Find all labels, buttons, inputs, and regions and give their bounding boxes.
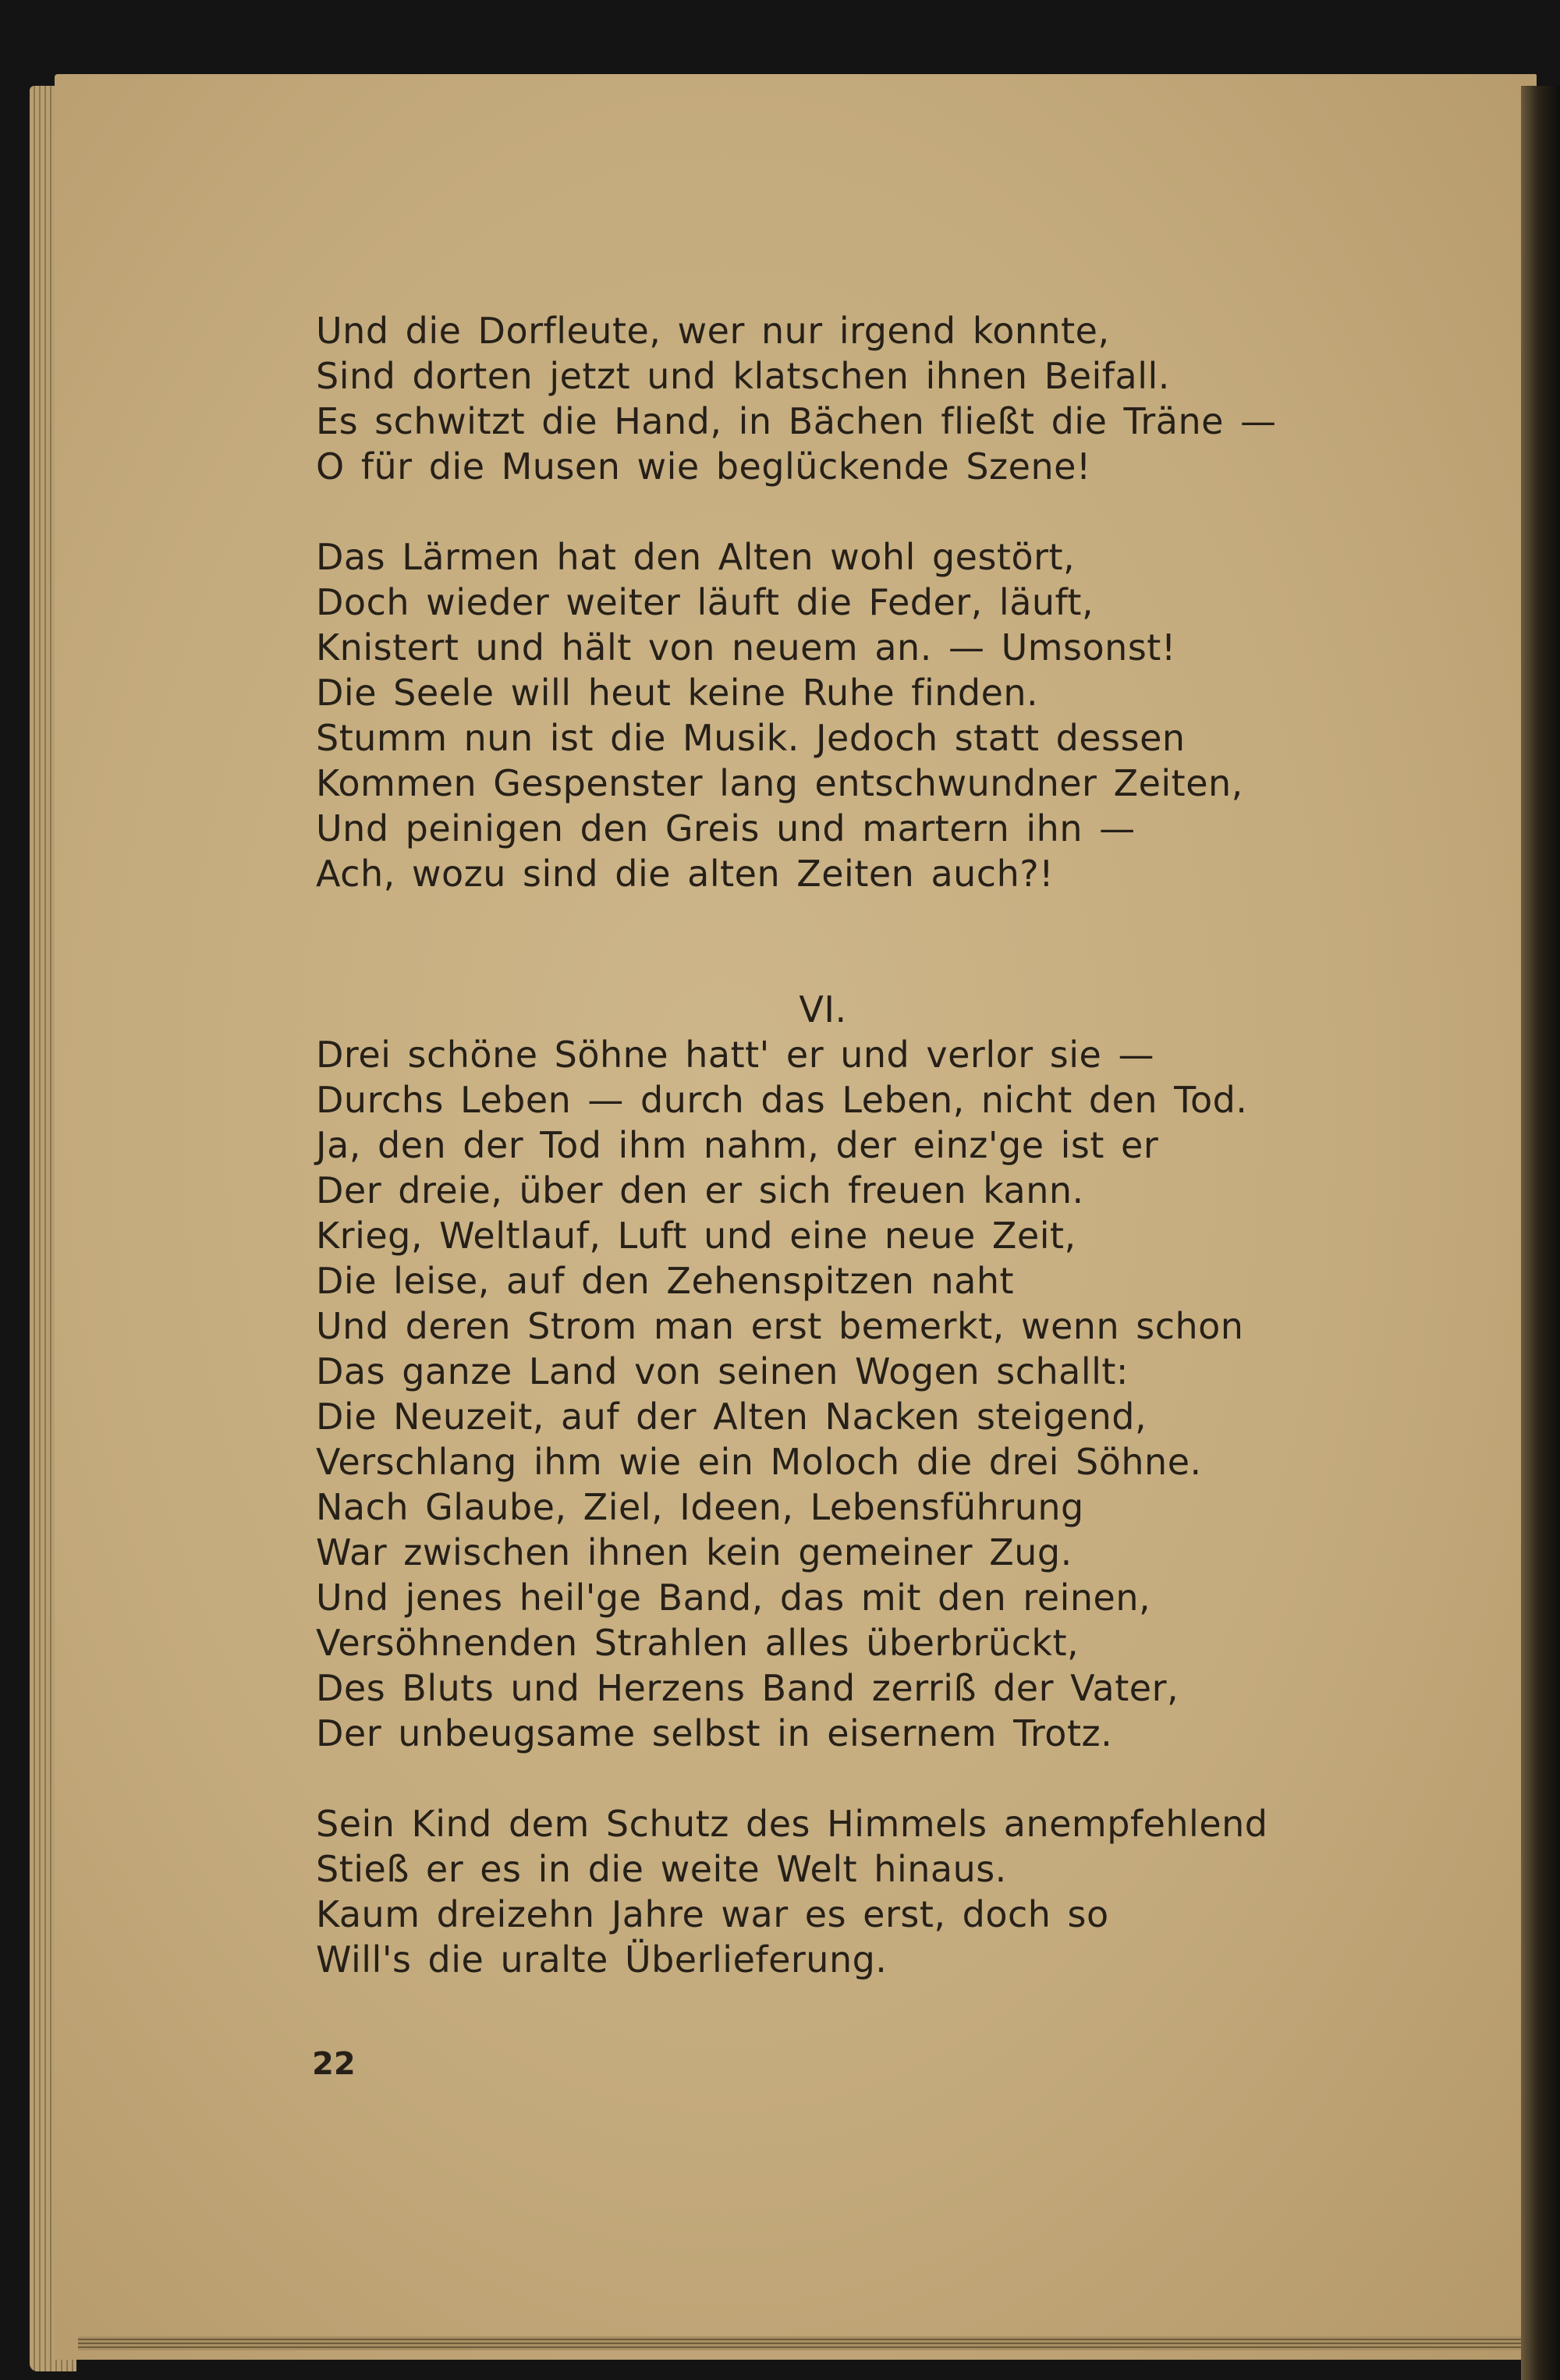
section-gap [316,942,1369,987]
verse-line: Der unbeugsame selbst in eisernem Trotz. [316,1712,1113,1754]
stanza-gap [316,489,1369,534]
verse-line: War zwischen ihnen kein gemeiner Zug. [316,1531,1072,1573]
verse-line: Kommen Gespenster lang entschwundner Zeiten, [316,762,1243,804]
verse-line: Doch wieder weiter läuft die Feder, läuft, [316,581,1094,623]
verse-line: Es schwitzt die Hand, in Bächen fließt die Träne — [316,400,1277,442]
binding-edge [1521,86,1560,2380]
verse-line: Versöhnenden Strahlen alles überbrückt, [316,1622,1080,1664]
verse-line: Sein Kind dem Schutz des Himmels anempfehlend [316,1803,1268,1845]
verse-line: Stumm nun ist die Musik. Jedoch statt dessen [316,717,1186,759]
verse-line: Und peinigen den Greis und martern ihn — [316,807,1136,849]
verse-line: Die Seele will heut keine Ruhe finden. [316,672,1039,714]
verse-line: Sind dorten jetzt und klatschen ihnen Beifall. [316,355,1170,397]
verse-line: Knistert und hält von neuem an. — Umsonst! [316,626,1176,669]
verse-line: Die Neuzeit, auf der Alten Nacken steigend, [316,1396,1147,1438]
verse-line: Die leise, auf den Zehenspitzen naht [316,1260,1015,1302]
poem-text [316,308,1369,1982]
stanza-4 [316,1801,1369,1982]
verse-line: Kaum dreizehn Jahre war es erst, doch so [316,1893,1109,1935]
verse-line: O für die Musen wie beglückende Szene! [316,445,1091,488]
verse-line: Krieg, Weltlauf, Luft und eine neue Zeit, [316,1215,1076,1257]
page-edges-bottom [78,2336,1544,2350]
verse-line: Des Bluts und Herzens Band zerriß der Vater, [316,1667,1179,1709]
verse-line: Verschlang ihm wie ein Moloch die drei Söhne. [316,1441,1202,1483]
verse-line: Durchs Leben — durch das Leben, nicht den Tod. [316,1079,1248,1121]
verse-line: Und jenes heil'ge Band, das mit den reinen, [316,1577,1151,1619]
section-heading: VI. [799,988,847,1030]
stanza-3 [316,1032,1369,1756]
verse-line: Und die Dorfleute, wer nur irgend konnte, [316,310,1110,352]
verse-line: Ja, den der Tod ihm nahm, der einz'ge ist er [316,1124,1159,1166]
verse-line: Das ganze Land von seinen Wogen schallt: [316,1350,1129,1392]
verse-line: Drei schöne Söhne hatt' er und verlor sie — [316,1034,1154,1076]
stanza-1 [316,308,1369,489]
verse-line: Ach, wozu sind die alten Zeiten auch?! [316,853,1055,895]
verse-line: Nach Glaube, Ziel, Ideen, Lebensführung [316,1486,1084,1528]
stanza-2 [316,534,1369,896]
verse-line: Und deren Strom man erst bemerkt, wenn schon [316,1305,1244,1347]
stanza-gap [316,1756,1369,1801]
verse-line: Stieß er es in die weite Welt hinaus. [316,1848,1007,1890]
verse-line: Der dreie, über den er sich freuen kann. [316,1169,1084,1211]
section-gap [316,896,1369,942]
page-number: 22 [312,2046,356,2082]
verse-line: Will's die uralte Überlieferung. [316,1938,888,1981]
verse-line: Das Lärmen hat den Alten wohl gestört, [316,536,1076,578]
